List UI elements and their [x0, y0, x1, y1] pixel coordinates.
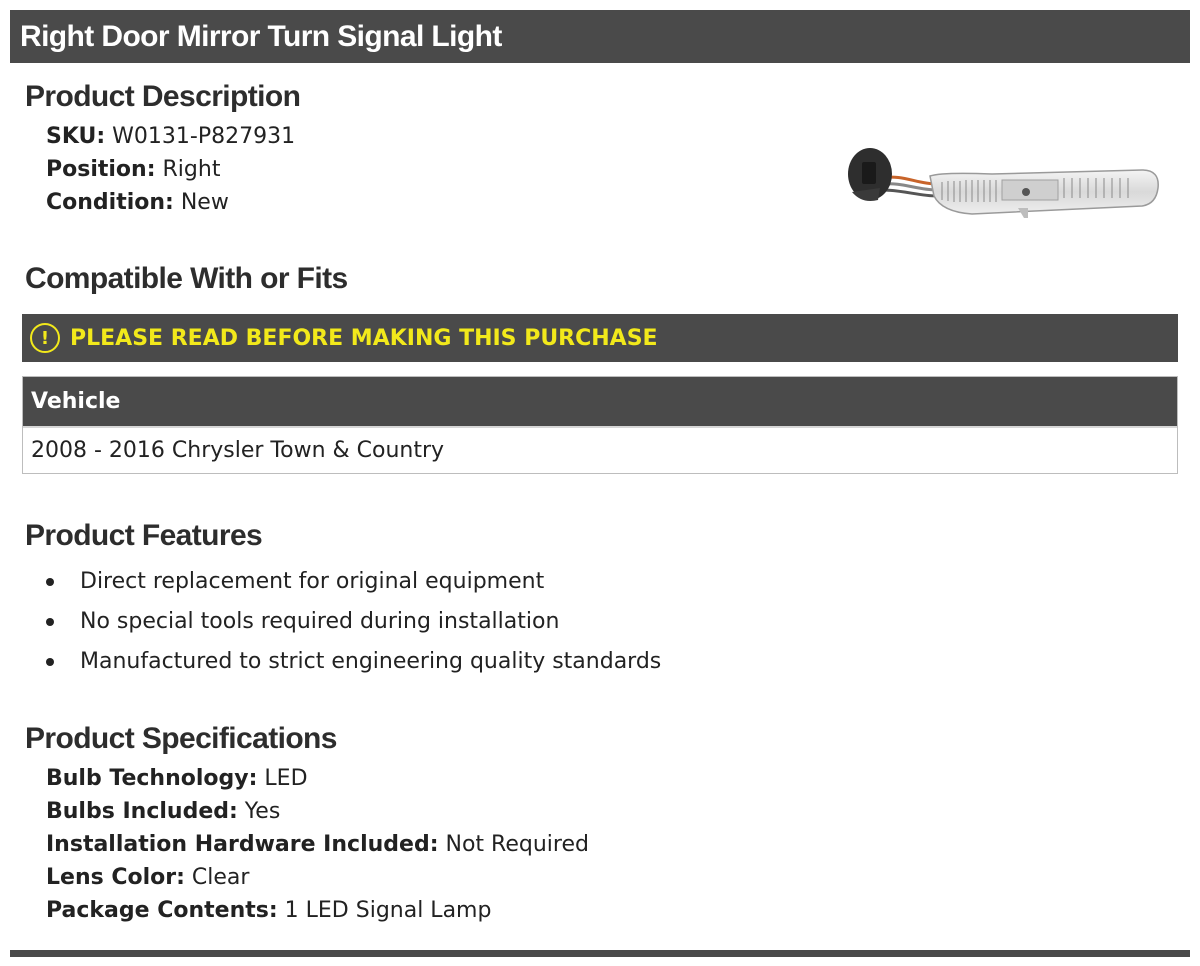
vehicle-table-header: Vehicle	[23, 377, 1177, 428]
position-label: Position:	[46, 157, 156, 182]
features-list	[40, 562, 661, 682]
spec-label: Bulbs Included:	[46, 799, 238, 824]
spec-row	[46, 795, 280, 828]
condition-label: Condition:	[46, 190, 174, 215]
spec-row	[46, 861, 249, 894]
purchase-warning	[22, 314, 1178, 362]
spec-value: 1 LED Signal Lamp	[284, 898, 492, 923]
sku-row	[46, 120, 295, 153]
spec-value: Yes	[244, 799, 281, 824]
condition-row	[46, 186, 229, 219]
vehicle-table	[22, 376, 1178, 474]
feature-text: No special tools required during installation	[80, 609, 560, 634]
spec-label: Bulb Technology:	[46, 766, 258, 791]
feature-item	[40, 562, 661, 602]
bullet-icon	[46, 578, 54, 586]
bullet-icon	[46, 618, 54, 626]
spec-row	[46, 894, 491, 927]
vehicle-row: 2008 - 2016 Chrysler Town & Country	[31, 438, 445, 463]
spec-label: Installation Hardware Included:	[46, 832, 439, 857]
exclamation-icon: !	[30, 323, 60, 353]
product-description-heading: Product Description	[25, 80, 301, 113]
sku-label: SKU:	[46, 124, 106, 149]
bullet-icon	[46, 658, 54, 666]
feature-item	[40, 602, 661, 642]
spec-label: Lens Color:	[46, 865, 185, 890]
spec-value: LED	[264, 766, 308, 791]
page-title: Right Door Mirror Turn Signal Light	[10, 10, 1190, 63]
feature-text: Direct replacement for original equipment	[80, 569, 545, 594]
feature-item	[40, 642, 661, 682]
warning-text: PLEASE READ BEFORE MAKING THIS PURCHASE	[70, 325, 658, 351]
feature-text: Manufactured to strict engineering quality standards	[80, 649, 662, 674]
turn-signal-lamp-photo	[842, 140, 1164, 222]
features-heading: Product Features	[25, 519, 263, 552]
compatibility-heading: Compatible With or Fits	[25, 262, 348, 295]
position-value: Right	[162, 157, 221, 182]
bottom-divider	[10, 950, 1190, 957]
position-row	[46, 153, 220, 186]
spec-row	[46, 762, 308, 795]
spec-label: Package Contents:	[46, 898, 278, 923]
specifications-heading: Product Specifications	[25, 722, 337, 755]
spec-row	[46, 828, 589, 861]
spec-value: Not Required	[445, 832, 589, 857]
spec-value: Clear	[191, 865, 250, 890]
sku-value: W0131-P827931	[112, 124, 296, 149]
condition-value: New	[180, 190, 229, 215]
